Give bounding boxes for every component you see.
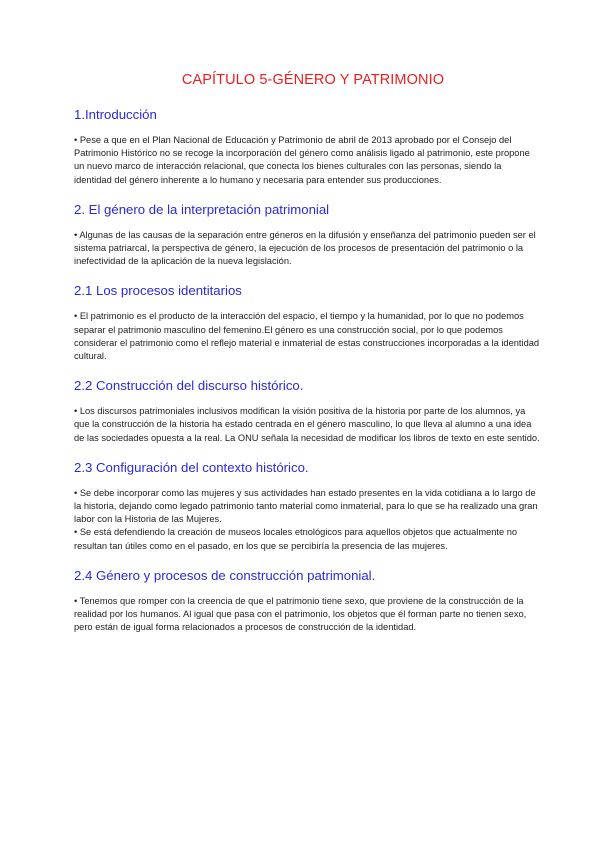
document-title: CAPÍTULO 5-GÉNERO Y PATRIMONIO [181, 72, 445, 88]
section-paragraph: • El patrimonio es el producto de la interacción del espacio, el tiempo y la humanidad, por lo que no podemos separar el patrimonio masculino del femenino.El género es una construcción social, por lo que podemos considerar el patrimonio como el reflejo material e inmaterial de estas construcciones incorporadas a la identidad cultural. [74, 311, 540, 362]
section-paragraph: • Tenemos que romper con la creencia de que el patrimonio tiene sexo, que proviene de la construcción de la realidad por los humanos. Al igual que pasa con el patrimonio, los objetos que él forman parte no tienen sexo, pero están de igual forma relacionados a procesos de construcción de la identidad. [74, 595, 527, 633]
section-heading: 2.4 Género y procesos de construcción patrimonial. [74, 567, 376, 583]
section-paragraph: • Se está defendiendo la creación de museos locales etnológicos para aquellos objetos que actualmente no resultan tan útiles como en el pasado, en los que se percibiría la presencia de las mujeres. [74, 527, 518, 551]
section-procesos-identitarios [74, 282, 540, 363]
section-paragraph: • Algunas de las causas de la separación entre géneros en la difusión y enseñanza del patrimonio pueden ser el sistema patriarcal, la perspectiva de género, la ejecución de los procesos de presentación del patrimonio o la inefectividad de la aplicación de la nueva legislación. [74, 229, 536, 267]
section-construccion-patrimonial [74, 567, 540, 635]
section-heading: 2. El género de la interpretación patrimonial [74, 201, 330, 217]
section-introduccion [74, 106, 540, 187]
section-heading: 2.2 Construcción del discurso histórico. [74, 378, 304, 394]
section-heading: 2.3 Configuración del contexto histórico. [74, 459, 309, 475]
section-heading: 1.Introducción [74, 107, 157, 122]
section-genero-interpretacion [74, 201, 540, 269]
section-contexto-historico [74, 459, 540, 553]
section-paragraph: • Los discursos patrimoniales inclusivos modifican la visión positiva de la historia por parte de los alumnos, ya que la construcción de la historia ha estado centrada en el género masculino, lo que lleva al alumno a una idea de las sociedades opuesta a la real. La ONU señala la necesidad de modificar los libros de texto en este sentido. [74, 406, 540, 443]
section-discurso-historico [74, 377, 540, 445]
section-paragraph: • Pese a que en el Plan Nacional de Educación y Patrimonio de abril de 2013 aprobado por el Consejo del Patrimonio Histórico no se recoge la incorporación del género como análisis ligado al patrimonio, este propone un nuevo marco de interacción relacional, que conecta los bienes culturales con las personas, siendo la identidad del género inherente a lo humano y necesaria para entender sus producciones. [74, 135, 530, 185]
section-paragraph: • Se debe incorporar como las mujeres y sus actividades han estado presentes en la vida cotidiana a lo largo de la historia, dejando como legado patrimonio tanto material como inmaterial, para lo que se ha realizado una gran labor con la Historia de las Mujeres. [74, 487, 538, 525]
section-heading: 2.1 Los procesos identitarios [74, 283, 242, 299]
